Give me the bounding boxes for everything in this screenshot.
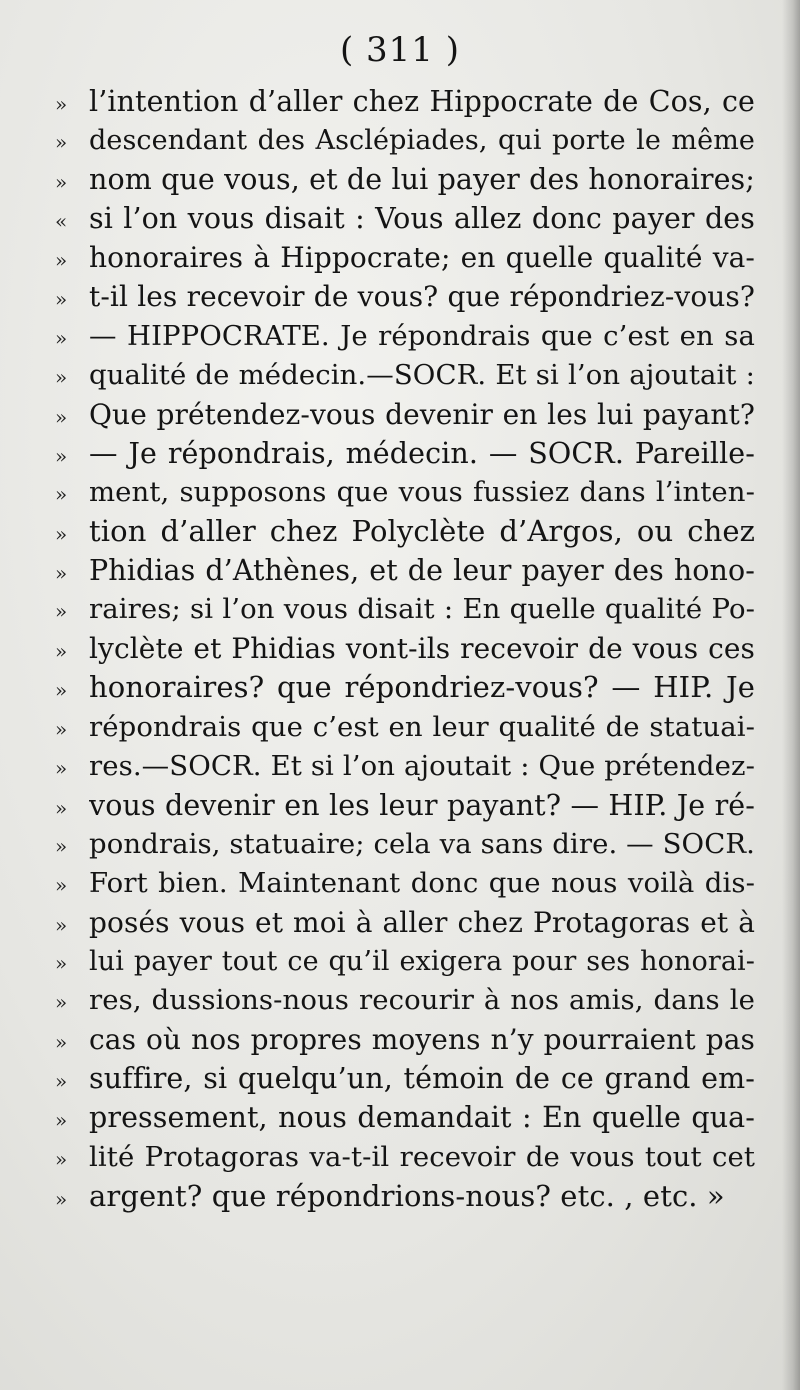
line-text: qualité de médecin.—SOCR. Et si l’on ajoutait : <box>89 358 755 391</box>
quote-mark: » <box>55 1108 68 1133</box>
text-line <box>55 512 755 551</box>
line-text: Phidias d’Athènes, et de leur payer des hono- <box>89 554 755 588</box>
text-line <box>55 942 755 981</box>
line-text: t-il les recevoir de vous? que répondriez-vous? <box>89 280 755 314</box>
quote-mark: » <box>55 872 68 897</box>
text-line <box>55 1098 755 1137</box>
quote-mark: » <box>55 92 68 116</box>
line-text: res, dussions-nous recourir à nos amis, dans le <box>89 984 755 1017</box>
quote-mark: » <box>55 951 68 976</box>
line-text: Fort bien. Maintenant donc que nous voilà dis- <box>89 866 755 899</box>
line-text: argent? que répondrions-nous? etc. , etc. » <box>89 1178 725 1213</box>
line-text: ment, supposons que vous fussiez dans l’inten- <box>89 475 755 508</box>
quote-mark: » <box>55 1146 68 1171</box>
quote-mark: » <box>55 678 68 703</box>
quote-mark: » <box>55 755 68 780</box>
text-line <box>55 473 755 512</box>
line-text: raires; si l’on vous disait : En quelle qualité Po- <box>89 593 755 626</box>
line-text: — HIPPOCRATE. Je répondrais que c’est en sa <box>89 319 755 352</box>
quote-mark: » <box>55 561 68 586</box>
line-text: lui payer tout ce qu’il exigera pour ses honorai- <box>89 946 755 978</box>
quote-mark: » <box>55 716 68 741</box>
quote-mark: » <box>55 1069 68 1094</box>
text-line <box>55 395 755 434</box>
quote-mark: » <box>55 599 68 624</box>
quote-mark: » <box>55 639 68 664</box>
line-text: posés vous et moi à aller chez Protagoras et à <box>89 905 755 939</box>
text-line <box>55 903 755 942</box>
quote-mark: » <box>55 912 68 937</box>
text-line <box>55 160 755 199</box>
text-line <box>55 786 755 825</box>
line-text: vous devenir en les leur payant? — HIP. Je ré- <box>89 788 755 822</box>
quote-mark: » <box>55 130 68 155</box>
quote-mark: » <box>55 364 68 389</box>
quote-mark: » <box>55 990 68 1015</box>
text-line <box>55 747 755 786</box>
quote-mark: » <box>55 481 68 506</box>
quote-mark: » <box>55 1186 68 1211</box>
line-text: lité Protagoras va-t-il recevoir de vous tout cet <box>89 1140 755 1173</box>
text-line <box>55 82 755 121</box>
line-text: — Je répondrais, médecin. — SOCR. Pareille- <box>89 436 755 470</box>
text-line <box>55 668 755 707</box>
text-line <box>55 356 755 395</box>
text-line <box>55 825 755 864</box>
text-line <box>55 1138 755 1177</box>
line-text: si l’on vous disait : Vous allez donc payer des <box>89 202 755 236</box>
text-line <box>55 590 755 629</box>
line-text: descendant des Asclépiades, qui porte le même <box>89 125 755 157</box>
text-line <box>55 277 755 316</box>
quote-mark: » <box>55 443 68 468</box>
line-text: honoraires à Hippocrate; en quelle qualité va- <box>89 241 755 275</box>
text-line <box>55 1059 755 1098</box>
text-line <box>55 864 755 903</box>
text-line <box>55 434 755 473</box>
quote-mark: » <box>55 248 68 273</box>
line-text: honoraires? que répondriez-vous? — HIP. Je <box>89 670 755 705</box>
line-text: l’intention d’aller chez Hippocrate de Cos, ce <box>89 85 755 118</box>
quote-mark: » <box>55 833 68 858</box>
quote-mark: » <box>55 170 68 195</box>
quote-mark: » <box>55 522 68 547</box>
page-number: ( 311 ) <box>339 30 461 70</box>
text-line <box>55 317 755 356</box>
quote-mark: » <box>55 404 68 429</box>
quote-mark: » <box>55 1030 68 1055</box>
line-text: lyclète et Phidias vont-ils recevoir de vous ces <box>89 632 755 666</box>
text-line <box>55 551 755 590</box>
line-text: pondrais, statuaire; cela va sans dire. — SOCR. <box>89 827 755 860</box>
quote-mark: » <box>55 795 68 820</box>
text-line <box>55 981 755 1020</box>
quote-mark: » <box>55 325 68 350</box>
page-edge-shadow <box>782 0 800 1390</box>
text-line <box>55 121 755 160</box>
text-line <box>55 629 755 668</box>
text-line <box>55 1020 755 1059</box>
line-text: nom que vous, et de lui payer des honoraires; <box>89 163 755 197</box>
line-text: res.—SOCR. Et si l’on ajoutait : Que prétendez- <box>89 749 755 782</box>
text-line <box>55 708 755 747</box>
line-text: tion d’aller chez Polyclète d’Argos, ou chez <box>89 514 755 549</box>
line-text: suffire, si quelqu’un, témoin de ce grand em- <box>89 1062 755 1096</box>
text-line <box>55 238 755 277</box>
line-text: Que prétendez-vous devenir en les lui payant? <box>89 397 755 431</box>
line-text: pressement, nous demandait : En quelle qua- <box>89 1101 755 1135</box>
line-text: répondrais que c’est en leur qualité de statuai- <box>89 710 755 743</box>
quote-mark: « <box>55 209 68 234</box>
text-line <box>55 199 755 238</box>
quote-mark: » <box>55 287 68 312</box>
body-text <box>55 82 755 1216</box>
line-text: cas où nos propres moyens n’y pourraient pas <box>89 1023 755 1057</box>
text-line <box>55 1177 755 1216</box>
